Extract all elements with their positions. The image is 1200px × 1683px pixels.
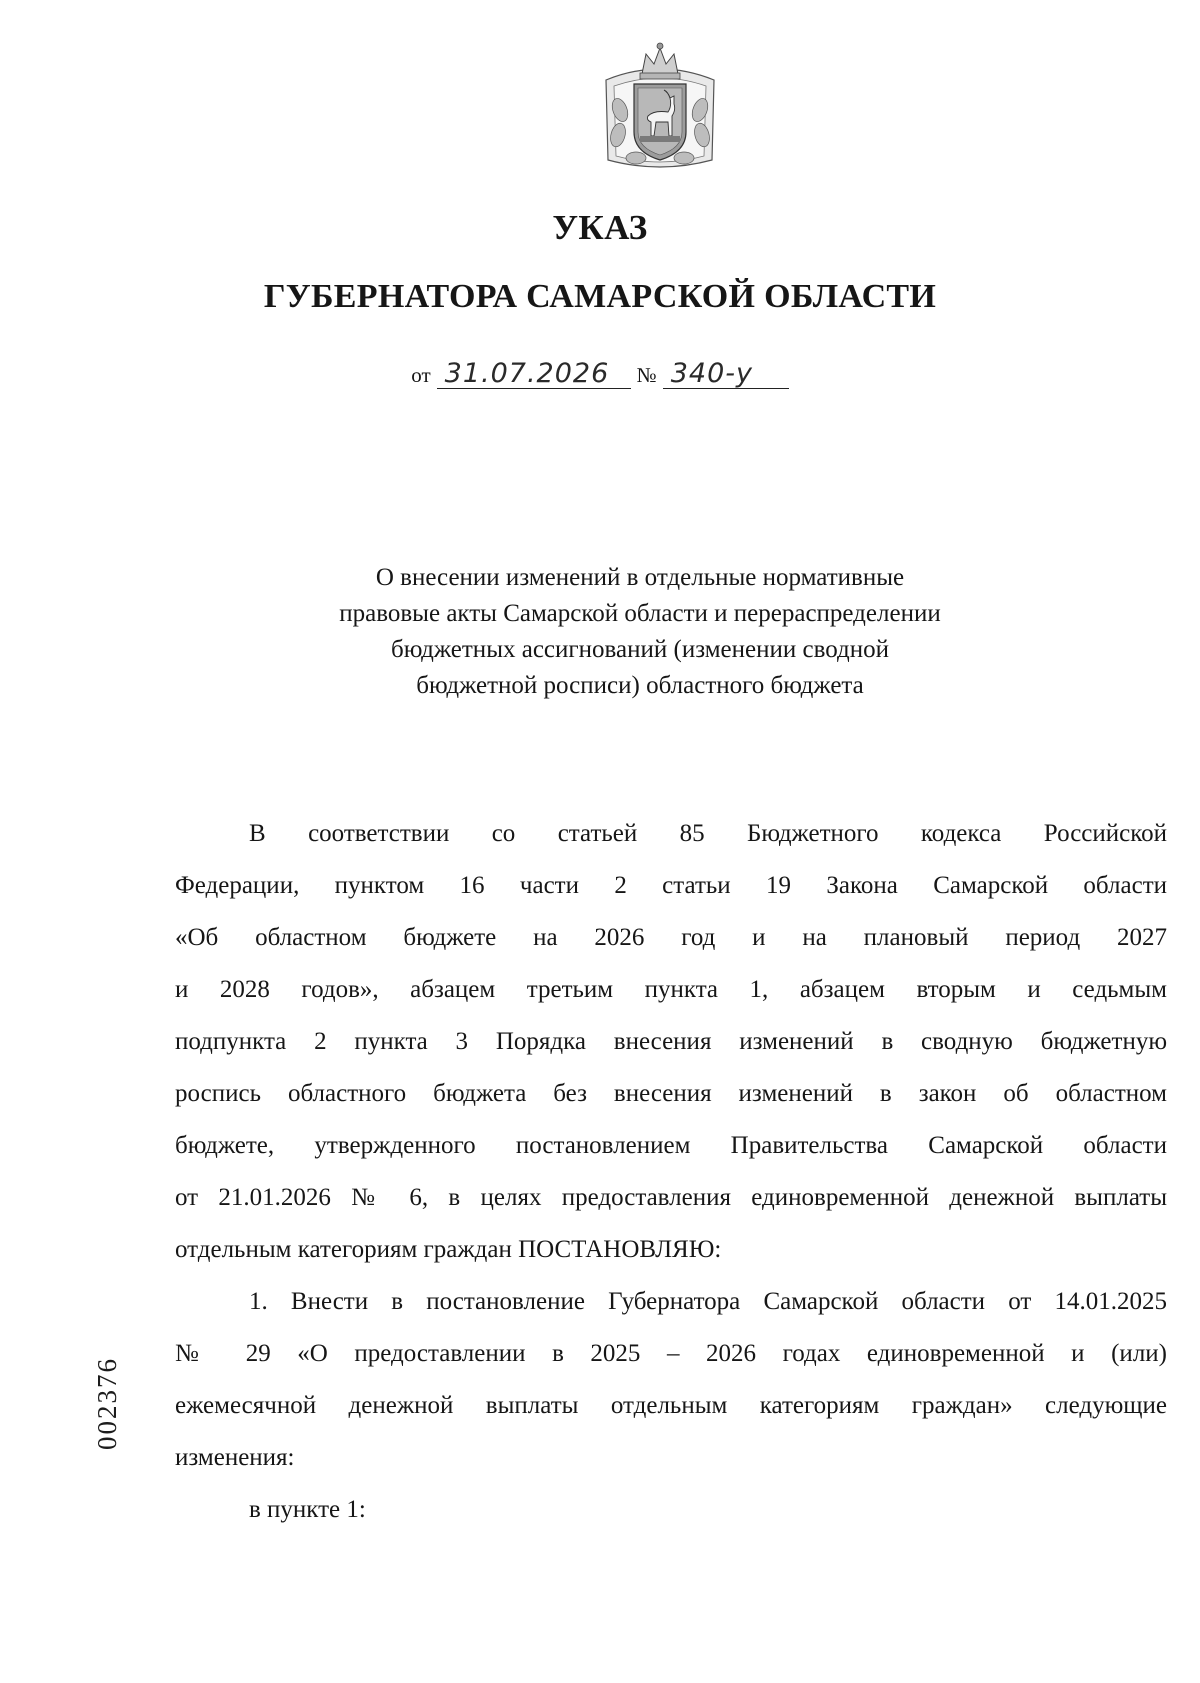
body-line: изменения: <box>175 1444 295 1471</box>
handwritten-number: 340-у <box>663 360 789 389</box>
subject-line: правовые акты Самарской области и перераспределении <box>339 600 941 627</box>
subject-line: бюджетной росписи) областного бюджета <box>416 672 864 699</box>
decree-body <box>175 808 1167 1536</box>
date-label: от <box>411 363 431 387</box>
body-line: В соответствии со статьей 85 Бюджетного кодекса Российской <box>249 820 1167 847</box>
subject-line: бюджетных ассигнований (изменении сводной <box>391 636 889 663</box>
decree-subject <box>240 560 1040 704</box>
body-line: в пункте 1: <box>249 1496 366 1523</box>
coat-of-arms-icon <box>596 40 724 176</box>
date-number-line <box>0 360 1200 389</box>
number-label: № <box>636 363 657 387</box>
body-line: № 29 «О предоставлении в 2025 – 2026 годах единовременной и (или) <box>175 1340 1167 1367</box>
body-line: «Об областном бюджете на 2026 год и на плановый период 2027 <box>175 924 1167 951</box>
body-line: подпункта 2 пункта 3 Порядка внесения изменений в сводную бюджетную <box>175 1028 1167 1055</box>
body-line: и 2028 годов», абзацем третьим пункта 1, абзацем вторым и седьмым <box>175 976 1167 1003</box>
body-line: 1. Внести в постановление Губернатора Самарской области от 14.01.2025 <box>249 1288 1167 1315</box>
body-line: бюджете, утвержденного постановлением Правительства Самарской области <box>175 1132 1167 1159</box>
body-line: отдельным категориям граждан ПОСТАНОВЛЯЮ: <box>175 1236 722 1263</box>
issuer-title: ГУБЕРНАТОРА САМАРСКОЙ ОБЛАСТИ <box>263 278 937 315</box>
document-type-title: УКАЗ <box>552 208 648 247</box>
subject-line: О внесении изменений в отдельные нормативные <box>375 564 905 591</box>
margin-serial-number: 002376 <box>92 1357 122 1450</box>
body-line: Федерации, пунктом 16 части 2 статьи 19 Закона Самарской области <box>175 872 1167 899</box>
body-line: ежемесячной денежной выплаты отдельным категориям граждан» следующие <box>175 1392 1167 1419</box>
body-line: роспись областного бюджета без внесения изменений в закон об областном <box>175 1080 1167 1107</box>
handwritten-date: 31.07.2026 <box>437 360 631 389</box>
body-line: от 21.01.2026 № 6, в целях предоставления единовременной денежной выплаты <box>175 1184 1167 1211</box>
